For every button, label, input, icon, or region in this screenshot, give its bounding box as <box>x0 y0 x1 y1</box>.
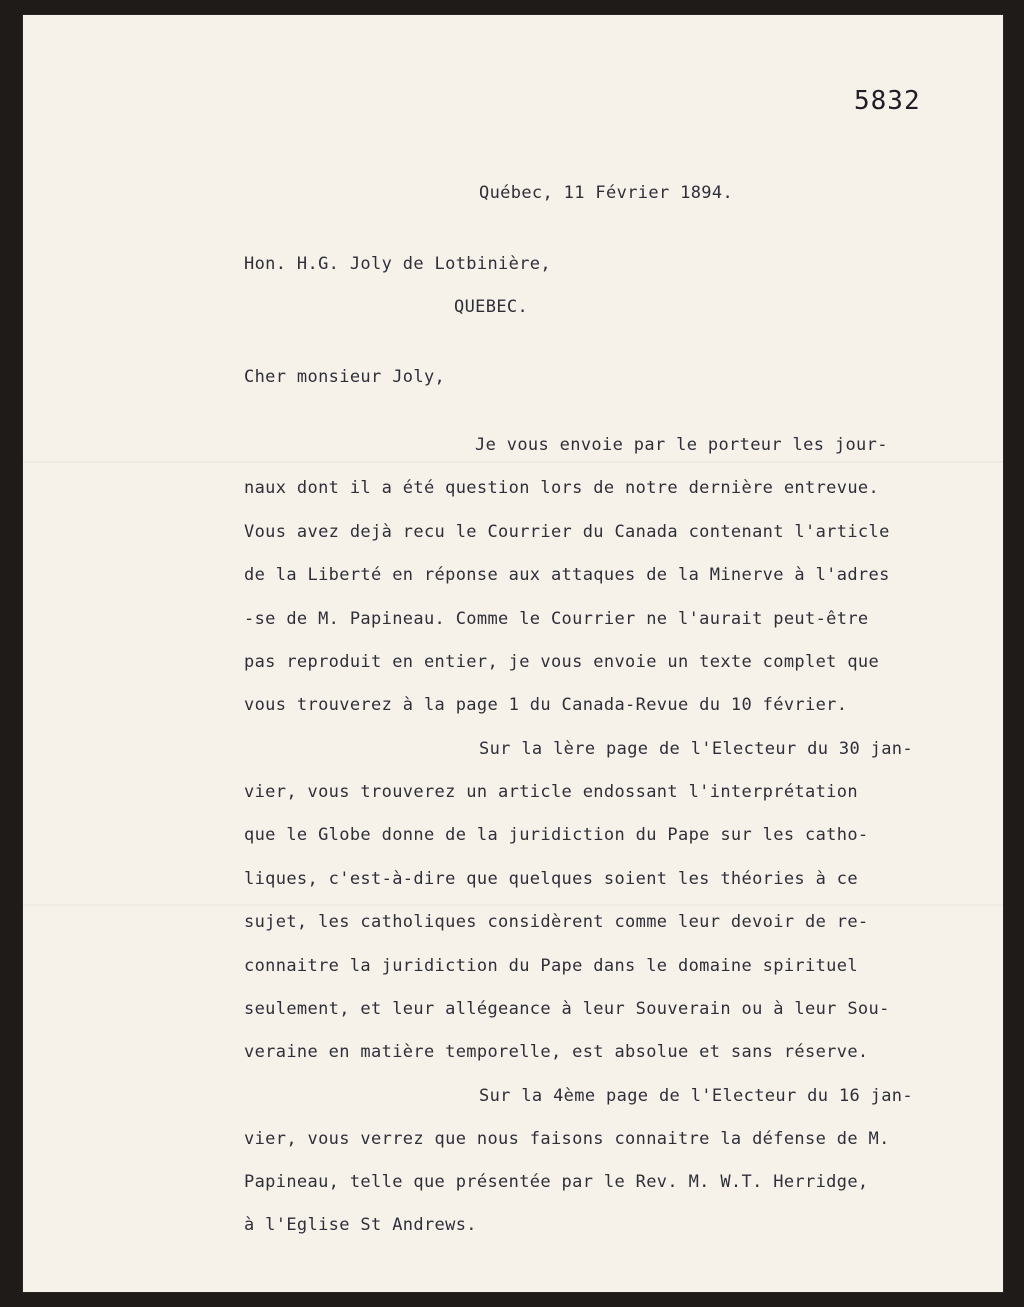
body-line: vier, vous trouverez un article endossant l'interprétation <box>244 782 858 802</box>
salutation: Cher monsieur Joly, <box>244 367 446 387</box>
body-line: Sur la lère page de l'Electeur du 30 jan- <box>479 739 913 759</box>
body-line: seulement, et leur allégeance à leur Souverain ou à leur Sou- <box>244 999 890 1019</box>
body-line: à l'Eglise St Andrews. <box>244 1215 477 1235</box>
recipient-city: QUEBEC. <box>454 297 529 317</box>
body-line: veraine en matière temporelle, est absolue et sans réserve. <box>244 1042 869 1062</box>
body-line: de la Liberté en réponse aux attaques de la Minerve à l'adres <box>244 565 890 585</box>
page-fold-line <box>22 904 1004 906</box>
body-line: connaitre la juridiction du Pape dans le domaine spirituel <box>244 956 858 976</box>
recipient-name: Hon. H.G. Joly de Lotbinière, <box>244 254 551 274</box>
body-line: vous trouverez à la page 1 du Canada-Revue du 10 février. <box>244 695 848 715</box>
body-line: naux dont il a été question lors de notre dernière entrevue. <box>244 478 880 498</box>
body-line: pas reproduit en entier, je vous envoie un texte complet que <box>244 652 880 672</box>
body-line: Sur la 4ème page de l'Electeur du 16 jan- <box>479 1086 913 1106</box>
body-line: sujet, les catholiques considèrent comme leur devoir de re- <box>244 912 869 932</box>
page-fold-line <box>22 461 1004 463</box>
body-line: que le Globe donne de la juridiction du Pape sur les catho- <box>244 825 869 845</box>
date-line: Québec, 11 Février 1894. <box>479 183 734 203</box>
body-line: Papineau, telle que présentée par le Rev. M. W.T. Herridge, <box>244 1172 869 1192</box>
reference-number: 5832 <box>854 86 921 116</box>
letter-page <box>22 14 1004 1293</box>
body-line: Je vous envoie par le porteur les jour- <box>475 435 888 455</box>
body-line: -se de M. Papineau. Comme le Courrier ne l'aurait peut-être <box>244 609 869 629</box>
body-line: Vous avez dejà recu le Courrier du Canada contenant l'article <box>244 522 890 542</box>
body-line: vier, vous verrez que nous faisons connaitre la défense de M. <box>244 1129 890 1149</box>
body-line: liques, c'est-à-dire que quelques soient les théories à ce <box>244 869 858 889</box>
